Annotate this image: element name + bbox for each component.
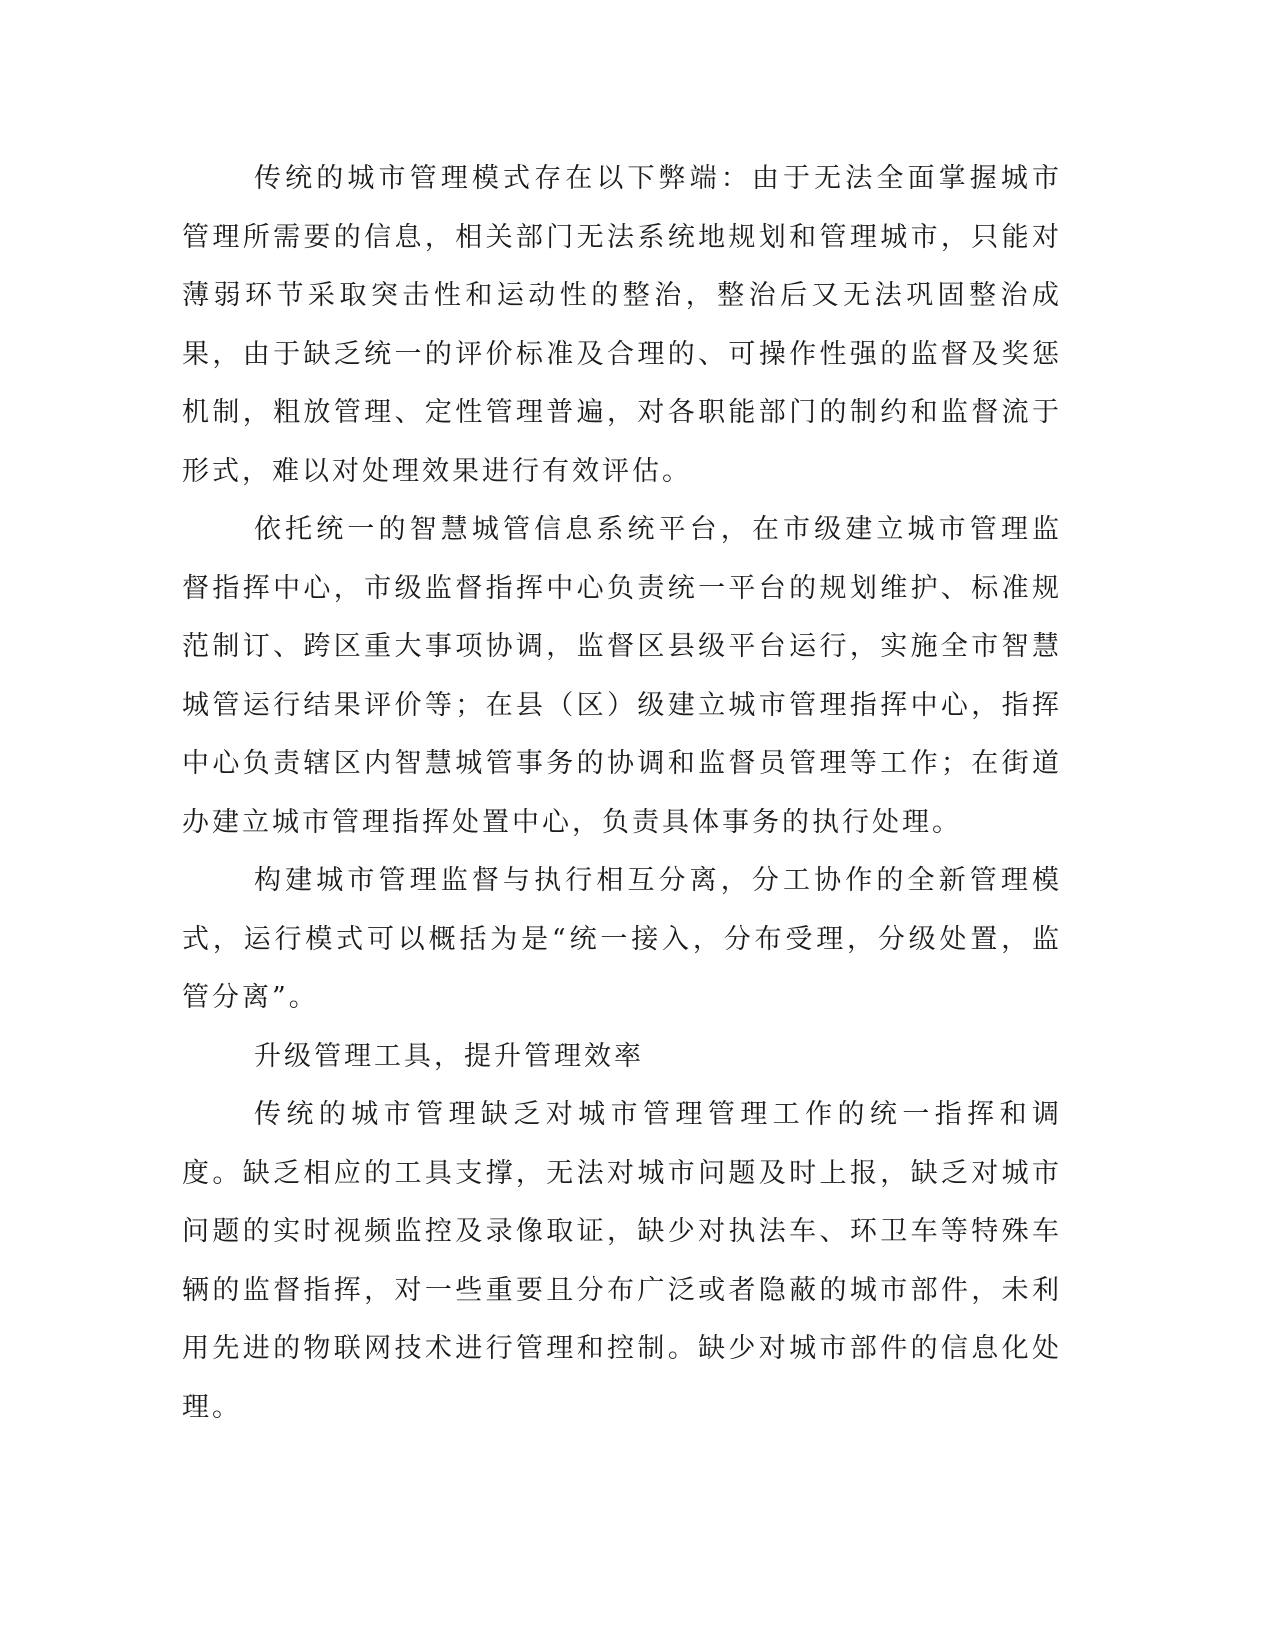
paragraph-unified-platform: 依托统一的智慧城管信息系统平台，在市级建立城市管理监督指挥中心，市级监督指挥中心负责统一平台的规划维护、标准规范制订、跨区重大事项协调，监督区县级平台运行，实施全市智慧城管运行结果评价等；在县（区）级建立城市管理指挥中心，指挥中心负责辖区内智慧城管事务的协调和监督员管理等工作；在街道办建立城市管理指挥处置中心，负责具体事务的执行处理。 <box>182 514 1062 838</box>
section-heading: 升级管理工具，提升管理效率 <box>254 1040 644 1072</box>
document-body <box>182 150 1062 1437</box>
paragraph-new-management-mode: 构建城市管理监督与执行相互分离，分工协作的全新管理模式，运行模式可以概括为是“统一接入，分布受理，分级处置，监管分离”。 <box>182 865 1062 1013</box>
paragraph-management-tools: 传统的城市管理缺乏对城市管理管理工作的统一指挥和调度。缺乏相应的工具支撑，无法对城市问题及时上报，缺乏对城市问题的实时视频监控及录像取证，缺少对执法车、环卫车等特殊车辆的监督指挥，对一些重要且分布广泛或者隐蔽的城市部件，未利用先进的物联网技术进行管理和控制。缺少对城市部件的信息化处理。 <box>182 1099 1062 1423</box>
paragraph-traditional-drawbacks: 传统的城市管理模式存在以下弊端：由于无法全面掌握城市管理所需要的信息，相关部门无法系统地规划和管理城市，只能对薄弱环节采取突击性和运动性的整治，整治后又无法巩固整治成果，由于缺乏统一的评价标准及合理的、可操作性强的监督及奖惩机制，粗放管理、定性管理普遍，对各职能部门的制约和监督流于形式，难以对处理效果进行有效评估。 <box>182 163 1062 487</box>
